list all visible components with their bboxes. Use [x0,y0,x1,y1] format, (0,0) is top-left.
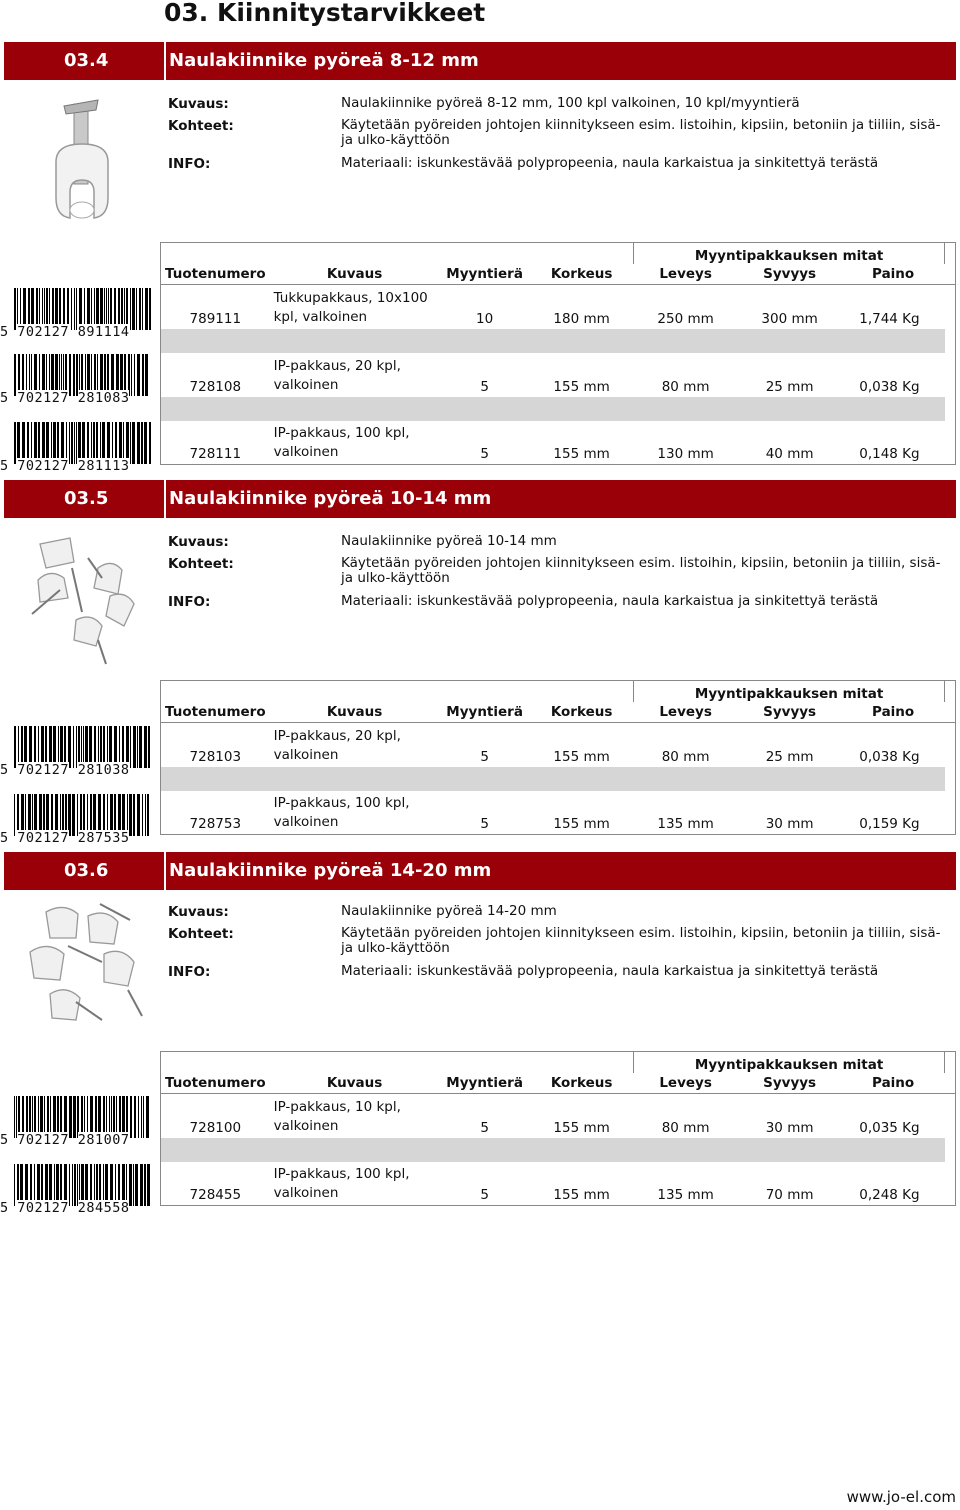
ean-right: 281038 [77,762,130,778]
product-desc: Tukkupakkaus, 10x100 kpl, valkoinen [270,285,440,329]
col-weight: Paino [872,1074,915,1091]
info-value: Materiaali: iskunkestävää polypropeenia, naula karkaistua ja sinkitettyä terästä [341,593,879,609]
ean-left: 702127 [17,762,70,778]
product-height: 155 mm [530,791,634,835]
nail-clips-group-photo-icon [10,528,156,688]
product-qty: 5 [440,421,530,465]
product-height: 155 mm [530,723,634,767]
barcode-icon [0,422,158,478]
product-depth: 300 mm [738,285,842,329]
col-desc: Kuvaus [326,703,383,720]
product-desc: IP-pakkaus, 100 kpl, valkoinen [270,421,440,465]
kohteet-label: Kohteet: [168,556,234,572]
kohteet-label: Kohteet: [168,118,234,134]
barcode-icon [0,726,158,782]
col-depth: Syvyys [763,703,817,720]
col-desc: Kuvaus [326,1074,383,1091]
barcode-icon [0,1096,158,1152]
col-code: Tuotenumero [165,1074,266,1091]
ean-first: 5 [0,830,9,846]
kuvaus-value: Naulakiinnike pyöreä 14-20 mm [341,903,557,919]
kuvaus-value: Naulakiinnike pyöreä 8-12 mm, 100 kpl valkoinen, 10 kpl/myyntierä [341,95,800,111]
kuvaus-label: Kuvaus: [168,96,229,112]
nail-clip-single-photo-icon [10,92,156,252]
product-weight: 0,038 Kg [842,353,945,397]
info-value: Materiaali: iskunkestävää polypropeenia, naula karkaistua ja sinkitettyä terästä [341,963,879,979]
ean-left: 702127 [17,1200,70,1216]
product-code: 789111 [161,285,270,329]
section-title: Naulakiinnike pyöreä 10-14 mm [169,488,492,509]
table-row [161,1162,956,1206]
product-desc: IP-pakkaus, 20 kpl, valkoinen [270,723,440,767]
barcode-icon [0,354,158,410]
col-code: Tuotenumero [165,265,266,282]
footer-url[interactable]: www.jo-el.com [846,1488,956,1506]
product-desc: IP-pakkaus, 100 kpl, valkoinen [270,791,440,835]
section-number: 03.5 [64,488,109,509]
col-code: Tuotenumero [165,703,266,720]
col-width: Leveys [659,703,712,720]
ean-left: 702127 [17,830,70,846]
product-depth: 30 mm [738,791,842,835]
product-qty: 10 [440,285,530,329]
col-height: Korkeus [550,703,613,720]
kohteet-label: Kohteet: [168,926,234,942]
section-number: 03.6 [64,860,109,881]
product-qty: 5 [440,1162,530,1206]
row-separator [161,329,956,353]
info-label: INFO: [168,594,211,610]
col-height: Korkeus [550,1074,613,1091]
ean-first: 5 [0,324,9,340]
col-weight: Paino [872,265,915,282]
product-desc: IP-pakkaus, 20 kpl, valkoinen [270,353,440,397]
col-width: Leveys [659,1074,712,1091]
row-separator [161,397,956,421]
kuvaus-value: Naulakiinnike pyöreä 10-14 mm [341,533,557,549]
product-width: 130 mm [634,421,738,465]
product-height: 155 mm [530,1162,634,1206]
product-code: 728103 [161,723,270,767]
ean-right: 281083 [77,390,130,406]
product-height: 155 mm [530,353,634,397]
section-number: 03.4 [64,50,109,71]
product-code: 728455 [161,1162,270,1206]
col-qty: Myyntierä [446,265,523,282]
col-qty: Myyntierä [446,1074,523,1091]
group-header: Myyntipakkauksen mitat [634,243,945,264]
col-desc: Kuvaus [326,265,383,282]
table-row [161,1094,956,1138]
ean-right: 287535 [77,830,130,846]
ean-first: 5 [0,762,9,778]
product-depth: 70 mm [738,1162,842,1206]
product-height: 180 mm [530,285,634,329]
header-divider [164,42,166,80]
product-width: 135 mm [634,1162,738,1206]
kohteet-value: Käytetään pyöreiden johtojen kiinnitykseen esim. listoihin, kipsiin, betoniin ja tiiliin, sisä- ja ulko-käyttöön [341,925,941,956]
group-header: Myyntipakkauksen mitat [634,1052,945,1073]
product-depth: 25 mm [738,723,842,767]
product-height: 155 mm [530,421,634,465]
section-title: Naulakiinnike pyöreä 8-12 mm [169,50,479,71]
product-width: 80 mm [634,1094,738,1138]
ean-first: 5 [0,1200,9,1216]
table-row [161,353,956,397]
ean-first: 5 [0,458,9,474]
col-depth: Syvyys [763,265,817,282]
table-row [161,723,956,767]
specs-table-03-5 [160,680,956,835]
ean-first: 5 [0,1132,9,1148]
ean-right: 281113 [77,458,130,474]
specs-table-03-4 [160,242,956,465]
product-qty: 5 [440,1094,530,1138]
product-width: 80 mm [634,723,738,767]
product-code: 728111 [161,421,270,465]
header-divider [164,480,166,518]
header-divider [164,852,166,890]
kohteet-value: Käytetään pyöreiden johtojen kiinnitykseen esim. listoihin, kipsiin, betoniin ja tiiliin, sisä- ja ulko-käyttöön [341,117,941,148]
product-qty: 5 [440,791,530,835]
product-desc: IP-pakkaus, 10 kpl, valkoinen [270,1094,440,1138]
col-width: Leveys [659,265,712,282]
ean-left: 702127 [17,390,70,406]
row-separator [161,767,956,791]
group-header: Myyntipakkauksen mitat [634,681,945,702]
section-header-03-6 [4,852,956,890]
product-weight: 1,744 Kg [842,285,945,329]
kohteet-value: Käytetään pyöreiden johtojen kiinnitykseen esim. listoihin, kipsiin, betoniin ja tiiliin, sisä- ja ulko-käyttöön [341,555,941,586]
info-label: INFO: [168,156,211,172]
product-desc: IP-pakkaus, 100 kpl, valkoinen [270,1162,440,1206]
ean-first: 5 [0,390,9,406]
section-title: Naulakiinnike pyöreä 14-20 mm [169,860,492,881]
product-width: 135 mm [634,791,738,835]
kuvaus-label: Kuvaus: [168,534,229,550]
row-separator [161,1138,956,1162]
barcode-icon [0,288,158,344]
info-label: INFO: [168,964,211,980]
product-qty: 5 [440,353,530,397]
product-code: 728753 [161,791,270,835]
product-width: 80 mm [634,353,738,397]
table-row [161,285,956,329]
product-qty: 5 [440,723,530,767]
section-header-03-5 [4,480,956,518]
col-weight: Paino [872,703,915,720]
product-weight: 0,038 Kg [842,723,945,767]
barcode-icon [0,794,158,850]
ean-right: 891114 [77,324,130,340]
col-depth: Syvyys [763,1074,817,1091]
product-code: 728108 [161,353,270,397]
info-value: Materiaali: iskunkestävää polypropeenia, naula karkaistua ja sinkitettyä terästä [341,155,879,171]
col-height: Korkeus [550,265,613,282]
nail-clips-group-photo-icon [10,898,156,1058]
table-row [161,791,956,835]
product-height: 155 mm [530,1094,634,1138]
col-qty: Myyntierä [446,703,523,720]
product-depth: 25 mm [738,353,842,397]
ean-right: 281007 [77,1132,130,1148]
product-width: 250 mm [634,285,738,329]
specs-table-03-6 [160,1051,956,1206]
section-header-03-4 [4,42,956,80]
table-row [161,421,956,465]
kuvaus-label: Kuvaus: [168,904,229,920]
ean-left: 702127 [17,458,70,474]
ean-left: 702127 [17,1132,70,1148]
product-weight: 0,159 Kg [842,791,945,835]
barcode-icon [0,1164,158,1220]
product-code: 728100 [161,1094,270,1138]
ean-right: 284558 [77,1200,130,1216]
product-weight: 0,035 Kg [842,1094,945,1138]
product-depth: 40 mm [738,421,842,465]
product-depth: 30 mm [738,1094,842,1138]
product-weight: 0,148 Kg [842,421,945,465]
ean-left: 702127 [17,324,70,340]
product-weight: 0,248 Kg [842,1162,945,1206]
page-title: 03. Kiinnitystarvikkeet [164,0,486,27]
